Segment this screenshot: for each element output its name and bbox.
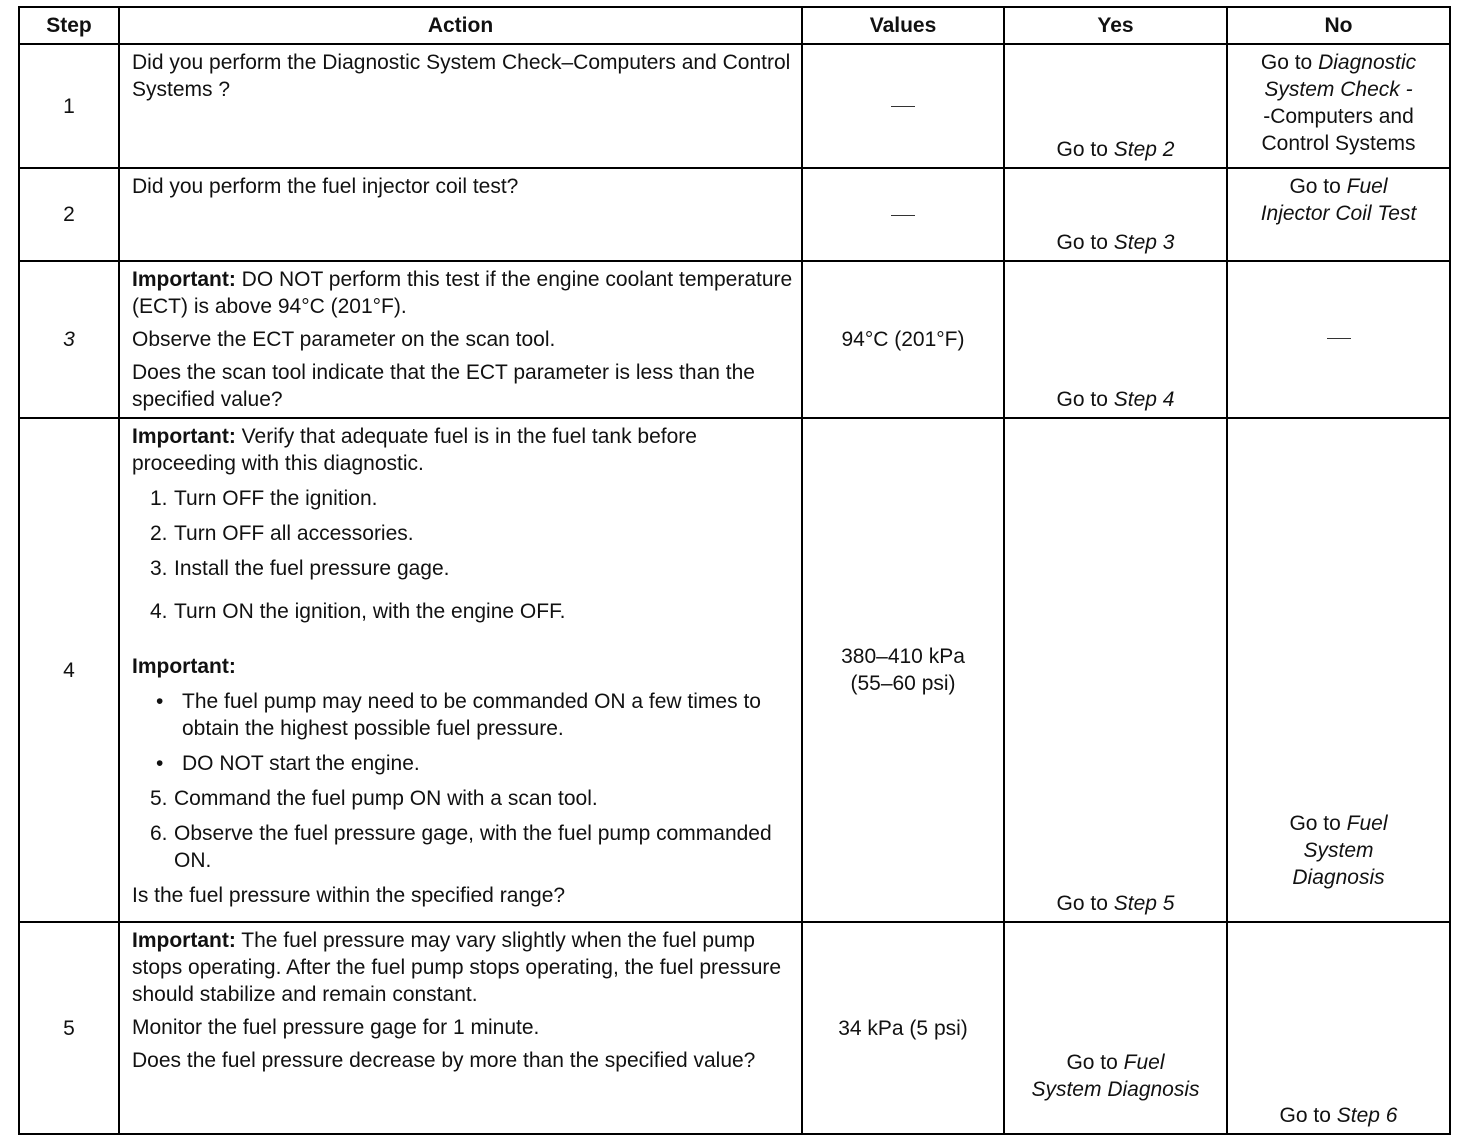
no-cell [1227,261,1450,418]
value-cell [802,168,1004,261]
action-line: Monitor the fuel pressure gage for 1 minute. [132,1016,540,1039]
no-value-dash [891,215,915,216]
yes-link[interactable]: Step 3 [1113,231,1175,254]
important-text: Verify that adequate fuel is in the fuel tank before proceeding with this diagnostic. [132,425,697,475]
yes-cell [1004,418,1227,922]
bullet-item [132,750,795,777]
action-line: Observe the ECT parameter on the scan tool. [132,328,556,351]
diagnostic-table [18,6,1451,1135]
table-row [19,922,1450,1134]
header-action: Action [119,7,802,44]
list-text: Turn OFF the ignition. [174,487,378,510]
bullet-glyph: • [156,690,164,713]
action-question: Is the fuel pressure within the specified range? [132,884,566,907]
header-values: Values [802,7,1004,44]
no-value-dash [891,106,915,107]
action-cell [119,418,802,922]
action-text: Did you perform the fuel injector coil test? [132,175,519,198]
list-text: Turn ON the ignition, with the engine OFF. [174,600,566,623]
no-link[interactable]: Fuel [1346,812,1388,835]
action-cell [119,261,802,418]
action-text: Did you perform the Diagnostic System Check–Computers and Control Systems ? [132,51,791,101]
list-number: 5. [150,787,168,810]
important-label: Important: [132,929,236,952]
procedure-steps-b [132,785,795,874]
list-item [132,485,795,512]
action-cell [119,44,802,168]
no-link[interactable]: Step 6 [1336,1104,1398,1127]
value-text: 380–410 kPa [841,645,965,668]
list-number: 2. [150,522,168,545]
yes-cell [1004,168,1227,261]
value-text: 34 kPa (5 psi) [802,922,1004,1134]
no-prefix: Go to [1279,1104,1331,1127]
list-number: 4. [150,600,168,623]
important-text: The fuel pressure may vary slightly when the fuel pump stops operating. After the fuel pump stops operating, the fuel pressure should stabilize and remain constant. [132,929,782,1006]
list-text: Turn OFF all accessories. [174,522,414,545]
no-link-cont[interactable]: Injector Coil Test [1260,202,1417,225]
no-prefix: Go to [1260,51,1313,74]
no-cell [1227,922,1450,1134]
value-text-secondary: (55–60 psi) [850,672,956,695]
step-number: 2 [19,168,119,261]
important-text: DO NOT perform this test if the engine coolant temperature (ECT) is above 94°C (201°F). [132,268,793,318]
yes-prefix: Go to [1056,138,1108,161]
value-text: 94°C (201°F) [802,261,1004,418]
yes-prefix: Go to [1056,892,1108,915]
yes-link[interactable]: Step 4 [1113,388,1175,411]
table-row [19,44,1450,168]
action-question: Does the scan tool indicate that the ECT parameter is less than the specified value? [132,361,755,411]
important-bullets [132,688,795,777]
yes-prefix: Go to [1066,1051,1118,1074]
important-label-2: Important: [132,655,236,678]
action-cell [119,168,802,261]
yes-link[interactable]: Step 5 [1113,892,1175,915]
list-number: 1. [150,487,168,510]
step-number: 3 [19,261,119,418]
header-no: No [1227,7,1450,44]
value-cell [802,44,1004,168]
action-cell [119,922,802,1134]
no-link-cont[interactable]: System [1303,839,1374,862]
no-prefix: Go to [1289,812,1341,835]
action-question: Does the fuel pressure decrease by more than the specified value? [132,1049,756,1072]
header-step: Step [19,7,119,44]
bullet-glyph: • [156,752,164,775]
header-row [19,7,1450,44]
step-number: 5 [19,922,119,1134]
list-item [132,520,795,547]
list-text: Install the fuel pressure gage. [174,557,450,580]
list-text: Observe the fuel pressure gage, with the fuel pump commanded ON. [174,822,772,872]
step-number: 1 [19,44,119,168]
yes-cell [1004,922,1227,1134]
no-link[interactable]: Diagnostic System Check - [1264,51,1417,101]
no-link-cont[interactable]: Diagnosis [1292,866,1385,889]
important-note [132,266,795,320]
table-row [19,261,1450,418]
yes-cell [1004,44,1227,168]
no-cell [1227,418,1450,922]
yes-link[interactable]: Step 2 [1113,138,1175,161]
bullet-text: The fuel pump may need to be commanded ON a few times to obtain the highest possible fuel pressure. [182,690,761,740]
important-label: Important: [132,268,236,291]
list-item [132,555,795,582]
yes-prefix: Go to [1056,231,1108,254]
header-yes: Yes [1004,7,1227,44]
no-prefix: Go to [1289,175,1341,198]
list-item [132,820,795,874]
no-link[interactable]: Fuel [1346,175,1388,198]
yes-prefix: Go to [1056,388,1108,411]
no-cell [1227,168,1450,261]
list-number: 6. [150,822,168,845]
bullet-item [132,688,795,742]
list-item [132,785,795,812]
yes-link-cont[interactable]: System Diagnosis [1031,1078,1200,1101]
important-note [132,423,795,477]
value-cell [802,418,1004,922]
important-note [132,927,795,1008]
no-value-dash [1327,338,1351,339]
list-text: Command the fuel pump ON with a scan tool. [174,787,598,810]
table-row [19,418,1450,922]
procedure-steps-a [132,485,795,625]
important-label: Important: [132,425,236,448]
list-item [132,598,795,625]
yes-cell [1004,261,1227,418]
no-cell [1227,44,1450,168]
yes-link[interactable]: Fuel [1123,1051,1165,1074]
list-number: 3. [150,557,168,580]
table-row [19,168,1450,261]
bullet-text: DO NOT start the engine. [182,752,420,775]
no-link-suffix[interactable]: -Computers and Control Systems [1261,105,1416,155]
step-number: 4 [19,418,119,922]
